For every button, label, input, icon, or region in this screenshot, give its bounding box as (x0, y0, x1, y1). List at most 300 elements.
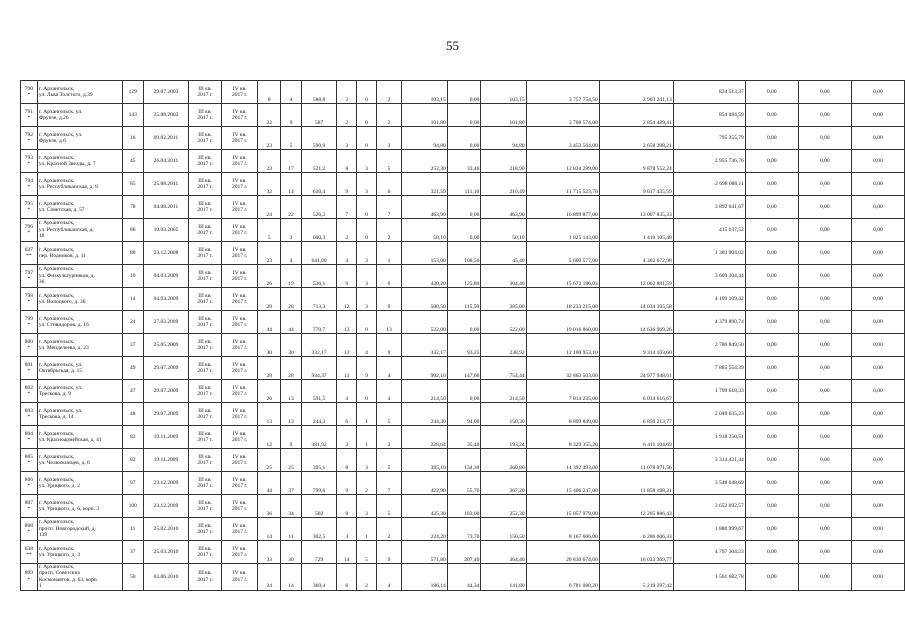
cell-cost-extra: 0,00 (798, 334, 851, 357)
cell-area-resettle: 522,00 (402, 311, 447, 334)
cell-premises-private: 0 (357, 196, 377, 219)
cell-plan-start-quarter: III кв. 2017 г. (189, 242, 222, 265)
cell-area-municipal: 101,80 (481, 104, 526, 127)
cell-doc-number: 97 (122, 472, 143, 495)
cell-area-total: 395,1 (301, 449, 337, 472)
cell-premises-municipal: 9 (376, 288, 402, 311)
cell-area-resettle: 214,50 (402, 380, 447, 403)
cell-cost-local: 0,00 (745, 196, 798, 219)
cell-cost-total: 19 016 860,00 (526, 311, 599, 334)
cell-address: г. Архангельск, ул. Физкультурников, д. 36 (37, 265, 122, 288)
cell-residents-count: 44 (258, 311, 281, 334)
cell-address: г. Архангельск, ул. Волоцкого, д. 36 (37, 288, 122, 311)
cell-area-total: 526,2 (301, 196, 337, 219)
cell-cost-extra: 0,00 (798, 288, 851, 311)
cell-persons-count: 30 (281, 334, 302, 357)
cell-row-number: 638 ** (21, 541, 38, 564)
cell-area-private: 134,30 (447, 449, 481, 472)
cell-cost-extra: 0,00 (798, 150, 851, 173)
cell-address: г. Архангельск, пер. Водников, д. 11 (37, 242, 122, 265)
table-row (21, 334, 905, 357)
cell-premises-private: 4 (357, 334, 377, 357)
cell-premises-total: 13 (337, 357, 357, 380)
cell-cost-total: 3 757 754,50 (526, 81, 599, 104)
cell-doc-date: 23.12.2009 (143, 472, 189, 495)
cell-row-number: 806 * (21, 472, 38, 495)
cell-premises-total: 6 (337, 564, 357, 591)
cell-cost-fund: 12 062 881,59 (599, 265, 673, 288)
cell-cost-local: 0,00 (745, 219, 798, 242)
cell-address: г. Архангельск, ул. Фрунзе, д.6 (37, 127, 122, 150)
cell-cost-fund: 14 636 969,26 (599, 311, 673, 334)
cell-cost-total: 3 708 574,00 (526, 104, 599, 127)
cell-area-total: 332,17 (301, 334, 337, 357)
cell-persons-count: 14 (281, 173, 302, 196)
cell-cost-fund: 11 078 071,56 (599, 449, 673, 472)
table-row (21, 426, 905, 449)
cell-cost-extra: 0,00 (798, 403, 851, 426)
cell-cost-total: 18 233 215,00 (526, 288, 599, 311)
cell-premises-municipal: 4 (376, 564, 402, 591)
cell-premises-municipal: 5 (376, 449, 402, 472)
cell-doc-date: 29.07.2009 (143, 380, 189, 403)
cell-premises-total: 13 (337, 311, 357, 334)
cell-cost-local: 0,00 (745, 242, 798, 265)
cell-area-total: 729 (301, 541, 337, 564)
cell-persons-count: 30 (281, 541, 302, 564)
cell-premises-municipal: 7 (376, 472, 402, 495)
cell-cost-other: 0,00 (851, 219, 904, 242)
cell-cost-fund: 2 903 241,13 (599, 81, 673, 104)
cell-area-private: 0,00 (447, 127, 481, 150)
cell-row-number: 800 * (21, 334, 38, 357)
cell-area-municipal: 103,15 (481, 81, 526, 104)
cell-area-municipal: 193,24 (481, 426, 526, 449)
cell-cost-total: 7 814 235,00 (526, 380, 599, 403)
cell-plan-start-quarter: III кв. 2017 г. (189, 541, 222, 564)
cell-cost-region: 854 084,59 (673, 104, 745, 127)
cell-doc-number: 11 (122, 518, 143, 541)
cell-cost-fund: 13 007 835,33 (599, 196, 673, 219)
cell-premises-private: 1 (357, 426, 377, 449)
cell-cost-other: 0,00 (851, 472, 904, 495)
cell-plan-start-quarter: III кв. 2017 г. (189, 104, 222, 127)
cell-persons-count: 22 (281, 196, 302, 219)
cell-premises-private: 3 (357, 449, 377, 472)
cell-premises-private: 3 (357, 150, 377, 173)
cell-area-municipal: 214,50 (481, 380, 526, 403)
cell-doc-date: 02.06.2010 (143, 564, 189, 591)
cell-area-municipal: 364,40 (481, 541, 526, 564)
cell-area-municipal: 94,80 (481, 127, 526, 150)
cell-cost-other: 0,00 (851, 357, 904, 380)
cell-row-number: 803 * (21, 403, 38, 426)
cell-cost-extra: 0,00 (798, 449, 851, 472)
cell-cost-local: 0,00 (745, 541, 798, 564)
cell-address: г. Архангельск, ул. Урицкого, д. 3 (37, 541, 122, 564)
cell-cost-fund: 1 410 105,48 (599, 219, 673, 242)
cell-area-private: 73,70 (447, 518, 481, 541)
cell-cost-total: 12 100 953,10 (526, 334, 599, 357)
cell-area-private: 115,50 (447, 288, 481, 311)
cell-cost-other: 0,00 (851, 127, 904, 150)
cell-cost-total: 3 453 564,00 (526, 127, 599, 150)
cell-area-resettle: 463,90 (402, 196, 447, 219)
table-row (21, 357, 905, 380)
cell-residents-count: 30 (258, 334, 281, 357)
cell-row-number: 793 * (21, 150, 38, 173)
cell-cost-local: 0,00 (745, 449, 798, 472)
cell-area-municipal: 141,80 (481, 564, 526, 591)
cell-doc-number: 45 (122, 150, 143, 173)
cell-cost-other: 0,00 (851, 242, 904, 265)
cell-area-municipal: 385,00 (481, 288, 526, 311)
cell-premises-municipal: 5 (376, 495, 402, 518)
cell-plan-end-quarter: IV кв. 2017 г. (221, 127, 258, 150)
cell-doc-date: 19.11.2009 (143, 449, 189, 472)
cell-residents-count: 23 (258, 127, 281, 150)
cell-residents-count: 5 (258, 219, 281, 242)
cell-cost-region: 2 955 736,76 (673, 150, 745, 173)
cell-residents-count: 8 (258, 81, 281, 104)
cell-residents-count: 14 (258, 518, 281, 541)
cell-cost-local: 0,00 (745, 403, 798, 426)
cell-doc-number: 80 (122, 242, 143, 265)
cell-premises-private: 3 (357, 288, 377, 311)
cell-persons-count: 13 (281, 380, 302, 403)
cell-area-total: 713,3 (301, 288, 337, 311)
cell-premises-municipal: 9 (376, 541, 402, 564)
cell-address: г. Архангельск, ул. Челюскинцев, д. 6 (37, 449, 122, 472)
cell-cost-fund: 5 219 397,42 (599, 564, 673, 591)
cell-row-number: 801 * (21, 357, 38, 380)
cell-plan-start-quarter: III кв. 2017 г. (189, 127, 222, 150)
cell-doc-number: 143 (122, 104, 143, 127)
cell-area-total: 934,37 (301, 357, 337, 380)
cell-row-number: 791 * (21, 104, 38, 127)
cell-cost-extra: 0,00 (798, 380, 851, 403)
cell-area-resettle: 321,59 (402, 173, 447, 196)
cell-area-municipal: 150,50 (481, 518, 526, 541)
cell-cost-extra: 0,00 (798, 81, 851, 104)
cell-residents-count: 24 (258, 196, 281, 219)
cell-area-municipal: 252,30 (481, 495, 526, 518)
cell-cost-other: 0,00 (851, 449, 904, 472)
cell-doc-number: 16 (122, 127, 143, 150)
cell-area-municipal: 522,00 (481, 311, 526, 334)
table-row (21, 403, 905, 426)
cell-area-total: 521,2 (301, 150, 337, 173)
cell-plan-end-quarter: IV кв. 2017 г. (221, 173, 258, 196)
cell-premises-private: 0 (357, 81, 377, 104)
cell-area-resettle: 435,30 (402, 495, 447, 518)
cell-plan-start-quarter: III кв. 2017 г. (189, 334, 222, 357)
cell-plan-end-quarter: IV кв. 2017 г. (221, 357, 258, 380)
cell-doc-number: 49 (122, 357, 143, 380)
cell-premises-total: 8 (337, 150, 357, 173)
cell-premises-total: 2 (337, 219, 357, 242)
cell-persons-count: 17 (281, 150, 302, 173)
cell-area-private: 147,66 (447, 357, 481, 380)
cell-area-municipal: 218,90 (481, 150, 526, 173)
cell-area-private: 0,00 (447, 81, 481, 104)
cell-row-number: 795 * (21, 196, 38, 219)
cell-doc-date: 25.08.2003 (143, 104, 189, 127)
cell-cost-other: 0,00 (851, 334, 904, 357)
cell-cost-region: 834 513,37 (673, 81, 745, 104)
cell-cost-fund: 6 286 606,33 (599, 518, 673, 541)
cell-cost-fund: 9 017 435,59 (599, 173, 673, 196)
cell-cost-total: 12 834 289,00 (526, 150, 599, 173)
cell-cost-region: 1 880 999,67 (673, 518, 745, 541)
table-row (21, 541, 905, 564)
cell-cost-extra: 0,00 (798, 564, 851, 591)
cell-cost-extra: 0,00 (798, 472, 851, 495)
cell-area-private: 93,25 (447, 334, 481, 357)
cell-cost-local: 0,00 (745, 288, 798, 311)
cell-area-municipal: 50,10 (481, 219, 526, 242)
cell-area-total: 799,6 (301, 472, 337, 495)
cell-row-number: 637 ** (21, 242, 38, 265)
cell-persons-count: 13 (281, 403, 302, 426)
cell-cost-other: 0,00 (851, 150, 904, 173)
cell-doc-number: 48 (122, 403, 143, 426)
cell-residents-count: 28 (258, 357, 281, 380)
cell-doc-date: 29.07.2009 (143, 403, 189, 426)
cell-premises-municipal: 4 (376, 357, 402, 380)
cell-area-total: 630,4 (301, 173, 337, 196)
table-row (21, 173, 905, 196)
cell-cost-extra: 0,00 (798, 518, 851, 541)
cell-premises-municipal: 5 (376, 403, 402, 426)
cell-area-resettle: 224,20 (402, 518, 447, 541)
cell-plan-end-quarter: IV кв. 2017 г. (221, 81, 258, 104)
cell-area-total: 587 (301, 104, 337, 127)
cell-plan-start-quarter: III кв. 2017 г. (189, 150, 222, 173)
cell-doc-date: 25.02.2010 (143, 518, 189, 541)
cell-premises-total: 4 (337, 242, 357, 265)
cell-address: г. Архангельск, ул. Фрунзе, д.26 (37, 104, 122, 127)
table-row (21, 495, 905, 518)
cell-plan-end-quarter: IV кв. 2017 г. (221, 288, 258, 311)
cell-plan-start-quarter: III кв. 2017 г. (189, 403, 222, 426)
cell-cost-local: 0,00 (745, 127, 798, 150)
cell-persons-count: 37 (281, 472, 302, 495)
cell-doc-date: 19.11.2009 (143, 426, 189, 449)
cell-premises-total: 4 (337, 380, 357, 403)
cell-premises-total: 3 (337, 518, 357, 541)
cell-plan-end-quarter: IV кв. 2017 г. (221, 196, 258, 219)
cell-premises-private: 2 (357, 472, 377, 495)
cell-cost-local: 0,00 (745, 564, 798, 591)
cell-persons-count: 28 (281, 288, 302, 311)
table-row (21, 81, 905, 104)
cell-cost-extra: 0,00 (798, 541, 851, 564)
cell-area-private: 33,40 (447, 150, 481, 173)
cell-plan-end-quarter: IV кв. 2017 г. (221, 334, 258, 357)
cell-premises-total: 3 (337, 127, 357, 150)
cell-area-private: 0,00 (447, 311, 481, 334)
cell-doc-date: 29.07.2003 (143, 81, 189, 104)
cell-premises-municipal: 2 (376, 518, 402, 541)
cell-cost-other: 0,00 (851, 104, 904, 127)
cell-cost-fund: 6 850 213,77 (599, 403, 673, 426)
cell-address: г. Архангельск, ул. Советская, д. 57 (37, 196, 122, 219)
cell-doc-number: 37 (122, 541, 143, 564)
cell-address: г. Архангельск, ул. Менделеева, д. 23 (37, 334, 122, 357)
cell-cost-local: 0,00 (745, 311, 798, 334)
cell-cost-region: 4 199 109,42 (673, 288, 745, 311)
cell-plan-end-quarter: IV кв. 2017 г. (221, 150, 258, 173)
cell-area-private: 125,80 (447, 265, 481, 288)
cell-doc-date: 23.12.2009 (143, 495, 189, 518)
cell-plan-start-quarter: III кв. 2017 г. (189, 426, 222, 449)
cell-row-number: 794 * (21, 173, 38, 196)
cell-premises-total: 13 (337, 334, 357, 357)
table-row (21, 564, 905, 591)
cell-cost-extra: 0,00 (798, 357, 851, 380)
cell-persons-count: 11 (281, 518, 302, 541)
cell-premises-private: 1 (357, 403, 377, 426)
cell-premises-private: 5 (357, 541, 377, 564)
cell-cost-region: 1 799 618,33 (673, 380, 745, 403)
cell-area-private: 35,40 (447, 426, 481, 449)
cell-area-municipal: 304,40 (481, 265, 526, 288)
cell-persons-count: 25 (281, 449, 302, 472)
cell-cost-total: 1 825 143,00 (526, 219, 599, 242)
table-row (21, 104, 905, 127)
cell-area-resettle: 422,90 (402, 472, 447, 495)
cell-cost-region: 795 355,79 (673, 127, 745, 150)
cell-cost-local: 0,00 (745, 104, 798, 127)
cell-doc-number: 14 (122, 288, 143, 311)
table-row (21, 219, 905, 242)
cell-doc-date: 27.03.2009 (143, 311, 189, 334)
table-row (21, 380, 905, 403)
cell-row-number: 804 * (21, 426, 38, 449)
cell-area-total: 770,7 (301, 311, 337, 334)
cell-row-number: 797 * (21, 265, 38, 288)
cell-row-number: 792 * (21, 127, 38, 150)
cell-cost-fund: 11 858 198,31 (599, 472, 673, 495)
cell-residents-count: 24 (258, 564, 281, 591)
cell-residents-count: 28 (258, 288, 281, 311)
cell-row-number: 808 * (21, 518, 38, 541)
cell-cost-region: 1 303 904,02 (673, 242, 745, 265)
cell-cost-local: 0,00 (745, 426, 798, 449)
cell-residents-count: 36 (258, 495, 281, 518)
cell-cost-fund: 14 034 105,58 (599, 288, 673, 311)
cell-cost-other: 0,00 (851, 380, 904, 403)
table-row (21, 518, 905, 541)
cell-persons-count: 4 (281, 242, 302, 265)
cell-persons-count: 44 (281, 311, 302, 334)
cell-cost-total: 8 899 849,00 (526, 403, 599, 426)
cell-persons-count: 3 (281, 219, 302, 242)
cell-area-total: 600,3 (301, 219, 337, 242)
cell-plan-end-quarter: IV кв. 2017 г. (221, 242, 258, 265)
page-number: 55 (446, 38, 459, 53)
cell-area-total: 588,8 (301, 81, 337, 104)
cell-cost-total: 5 600 577,00 (526, 242, 599, 265)
cell-doc-date: 25.05.2009 (143, 334, 189, 357)
cell-area-private: 183,00 (447, 495, 481, 518)
cell-plan-start-quarter: III кв. 2017 г. (189, 81, 222, 104)
cell-area-municipal: 210,49 (481, 173, 526, 196)
cell-area-private: 207,40 (447, 541, 481, 564)
cell-cost-local: 0,00 (745, 265, 798, 288)
cell-plan-start-quarter: III кв. 2017 г. (189, 311, 222, 334)
cell-persons-count: 19 (281, 265, 302, 288)
cell-cost-fund: 6 411 104,69 (599, 426, 673, 449)
cell-premises-total: 8 (337, 495, 357, 518)
cell-doc-number: 85 (122, 173, 143, 196)
cell-plan-end-quarter: IV кв. 2017 г. (221, 426, 258, 449)
cell-premises-municipal: 6 (376, 265, 402, 288)
cell-cost-fund: 9 314 103,60 (599, 334, 673, 357)
cell-premises-total: 12 (337, 288, 357, 311)
cell-premises-municipal: 4 (376, 380, 402, 403)
cell-premises-total: 7 (337, 196, 357, 219)
cell-doc-number: 86 (122, 219, 143, 242)
cell-row-number: 805 * (21, 449, 38, 472)
cell-cost-total: 20 830 674,00 (526, 541, 599, 564)
cell-cost-local: 0,00 (745, 518, 798, 541)
cell-row-number: 798 * (21, 288, 38, 311)
cell-plan-end-quarter: IV кв. 2017 г. (221, 541, 258, 564)
cell-address: г. Архангельск, просп. Новгородский, д. 139 (37, 518, 122, 541)
cell-doc-number: 82 (122, 449, 143, 472)
cell-premises-private: 0 (357, 127, 377, 150)
cell-plan-start-quarter: III кв. 2017 г. (189, 357, 222, 380)
cell-cost-local: 0,00 (745, 81, 798, 104)
cell-plan-end-quarter: IV кв. 2017 г. (221, 495, 258, 518)
cell-area-private: 94,00 (447, 403, 481, 426)
cell-persons-count: 14 (281, 564, 302, 591)
cell-address: г. Архангельск, ул. Республиканская, д. 8 (37, 173, 122, 196)
cell-premises-total: 8 (337, 449, 357, 472)
cell-doc-date: 29.07.2009 (143, 357, 189, 380)
cell-doc-date: 04.08.2011 (143, 196, 189, 219)
cell-cost-extra: 0,00 (798, 426, 851, 449)
cell-premises-municipal: 2 (376, 104, 402, 127)
cell-address: г. Архангельск, ул. Трескова, д. 9 (37, 380, 122, 403)
cell-cost-fund: 4 302 672,98 (599, 242, 673, 265)
cell-cost-extra: 0,00 (798, 311, 851, 334)
cell-premises-total: 3 (337, 426, 357, 449)
cell-area-total: 536,1 (301, 265, 337, 288)
cell-cost-total: 15 406 247,00 (526, 472, 599, 495)
cell-area-private: 0,00 (447, 196, 481, 219)
cell-residents-count: 23 (258, 242, 281, 265)
cell-cost-extra: 0,00 (798, 104, 851, 127)
cell-area-municipal: 45,40 (481, 242, 526, 265)
cell-area-total: 641,00 (301, 242, 337, 265)
cell-area-municipal: 463,90 (481, 196, 526, 219)
cell-area-total: 244,3 (301, 403, 337, 426)
cell-premises-private: 1 (357, 518, 377, 541)
cell-persons-count: 34 (281, 495, 302, 518)
cell-cost-total: 15 672 186,03 (526, 265, 599, 288)
cell-cost-extra: 0,00 (798, 173, 851, 196)
cell-premises-private: 2 (357, 564, 377, 591)
cell-doc-date: 09.02.2011 (143, 127, 189, 150)
cell-cost-total: 11 715 523,70 (526, 173, 599, 196)
cell-premises-total: 2 (337, 81, 357, 104)
cell-residents-count: 22 (258, 104, 281, 127)
cell-doc-date: 25.08.2011 (143, 173, 189, 196)
cell-premises-private: 0 (357, 380, 377, 403)
